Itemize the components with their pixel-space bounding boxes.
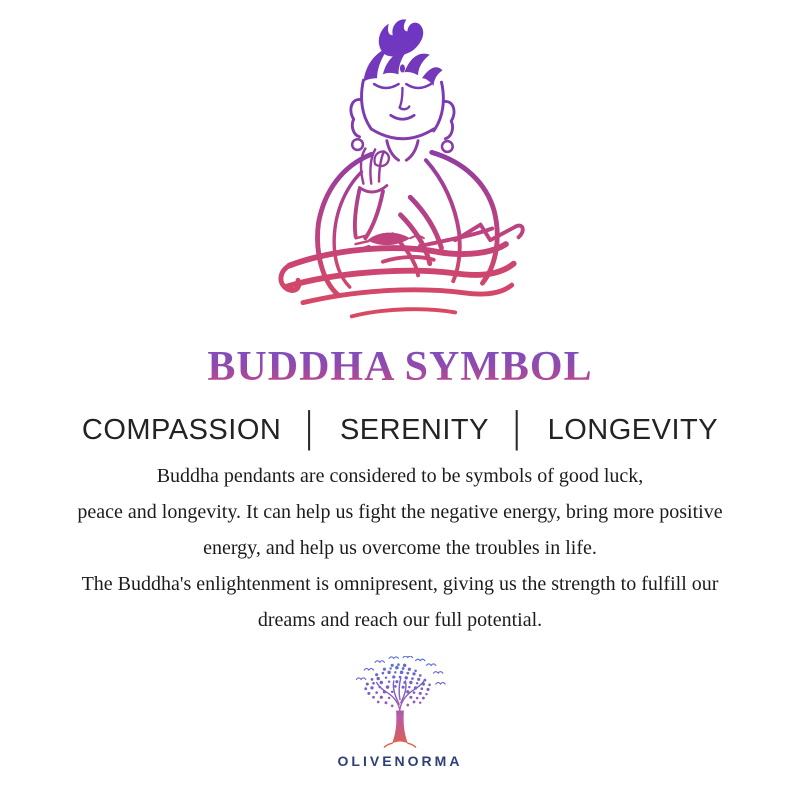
buddha-line-work [280, 80, 522, 316]
description-text [50, 458, 750, 638]
page-title: BUDDHA SYMBOL [207, 344, 593, 390]
tagline-word-compassion: COMPASSION [81, 414, 282, 446]
tree-of-life-icon [353, 656, 447, 751]
separator-bar: │ [508, 411, 528, 449]
description-line: Buddha pendants are considered to be symbols of good luck, [156, 465, 644, 487]
trunk-and-branches [377, 678, 425, 747]
description-line: dreams and reach our full potential. [257, 609, 543, 631]
tagline [81, 411, 719, 449]
description-line: energy, and help us overcome the troubles in life. [203, 537, 597, 559]
separator-bar: │ [301, 411, 320, 449]
brand-name: OLIVENORMA [337, 753, 463, 769]
brand-logo [338, 656, 463, 769]
description-line: peace and longevity. It can help us fight the negative energy, bring more positive [77, 501, 723, 523]
hero-illustration [273, 6, 528, 330]
tagline-word-serenity: SERENITY [339, 414, 489, 446]
tagline-word-longevity: LONGEVITY [547, 414, 719, 446]
description-line: The Buddha's enlightenment is omnipresent, giving us the strength to fulfill our [81, 573, 719, 595]
buddha-illustration [273, 6, 528, 330]
